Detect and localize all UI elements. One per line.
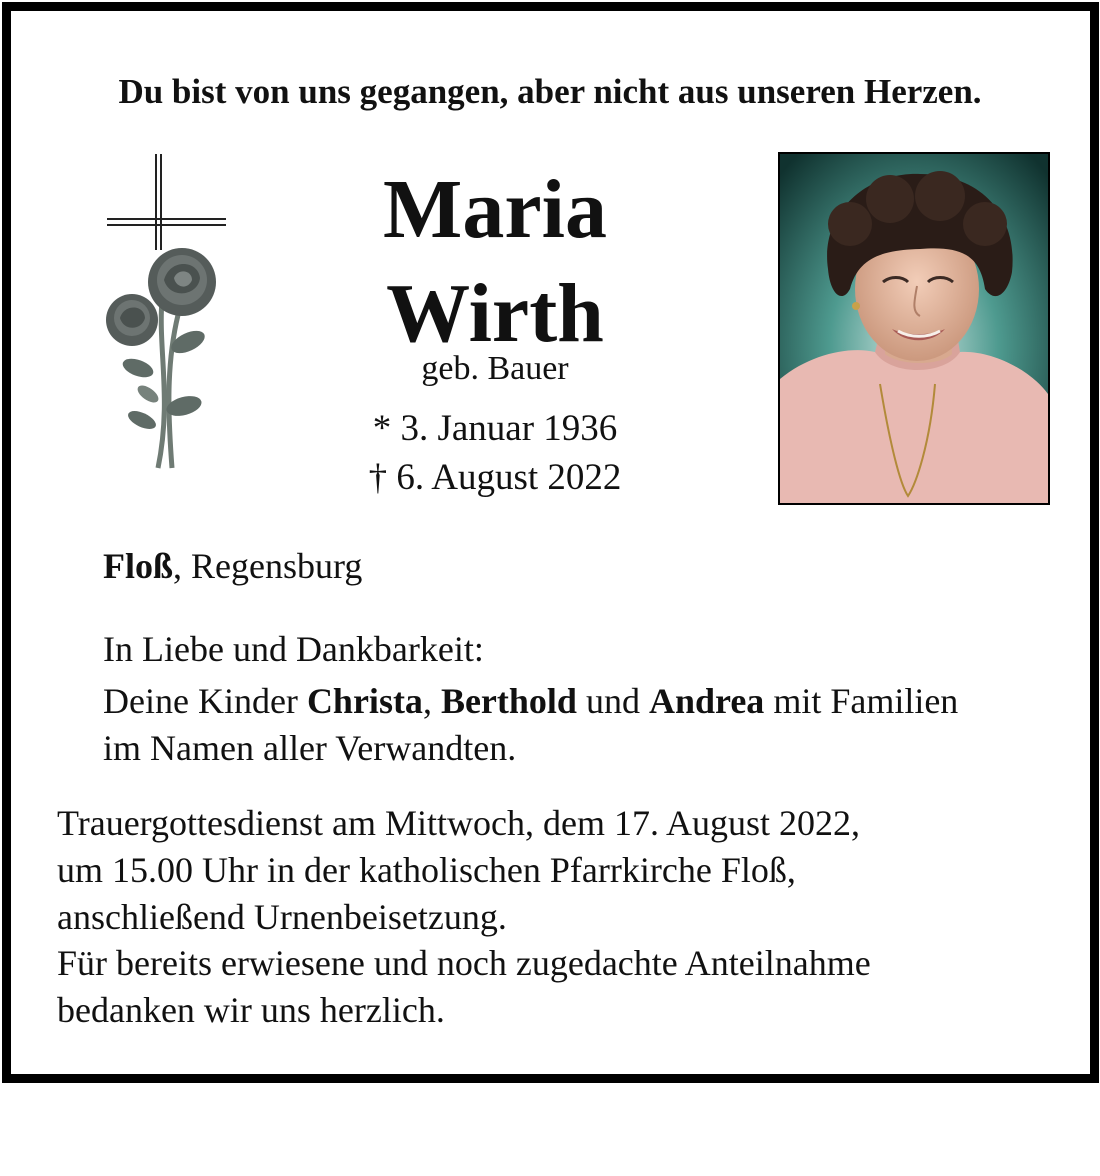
place-rest: , Regensburg: [173, 546, 363, 586]
child-name: Christa: [306, 681, 423, 721]
mourners-line-2: im Namen aller Verwandten.: [103, 728, 517, 768]
mourners-line-1: [103, 678, 1063, 725]
mourners-prefix: Deine Kinder: [103, 681, 307, 721]
mourners-intro: In Liebe und Dankbarkeit:: [103, 629, 484, 669]
separator: und: [576, 681, 649, 721]
service-info: [57, 800, 1047, 941]
child-name: Berthold: [440, 681, 577, 721]
thanks-line: Für bereits erwiesene und noch zugedachte Anteilnahme: [57, 943, 871, 983]
thanks-text: [57, 940, 1047, 1034]
mourners-list: [103, 678, 1063, 772]
cross-with-roses-icon: [100, 150, 240, 475]
service-line: Trauergottesdienst am Mittwoch, dem 17. August 2022,: [57, 803, 860, 843]
motto-heading: Du bist von uns gegangen, aber nicht aus unseren Herzen.: [118, 72, 982, 111]
place-line: [103, 545, 362, 587]
separator: ,: [422, 681, 441, 721]
first-name: Maria: [383, 163, 607, 256]
birth-date: * 3. Januar 1936: [372, 408, 618, 449]
service-line: um 15.00 Uhr in der katholischen Pfarrkirche Floß,: [57, 850, 796, 890]
mourners-suffix: mit Familien: [764, 681, 959, 721]
portrait-photo: [778, 152, 1050, 505]
place-town: Floß: [103, 546, 174, 586]
thanks-line: bedanken wir uns herzlich.: [57, 990, 445, 1030]
last-name: Wirth: [386, 267, 604, 360]
child-name: Andrea: [648, 681, 765, 721]
death-date: † 6. August 2022: [368, 457, 622, 498]
service-line: anschließend Urnenbeisetzung.: [57, 897, 507, 937]
maiden-name: geb. Bauer: [421, 350, 569, 387]
